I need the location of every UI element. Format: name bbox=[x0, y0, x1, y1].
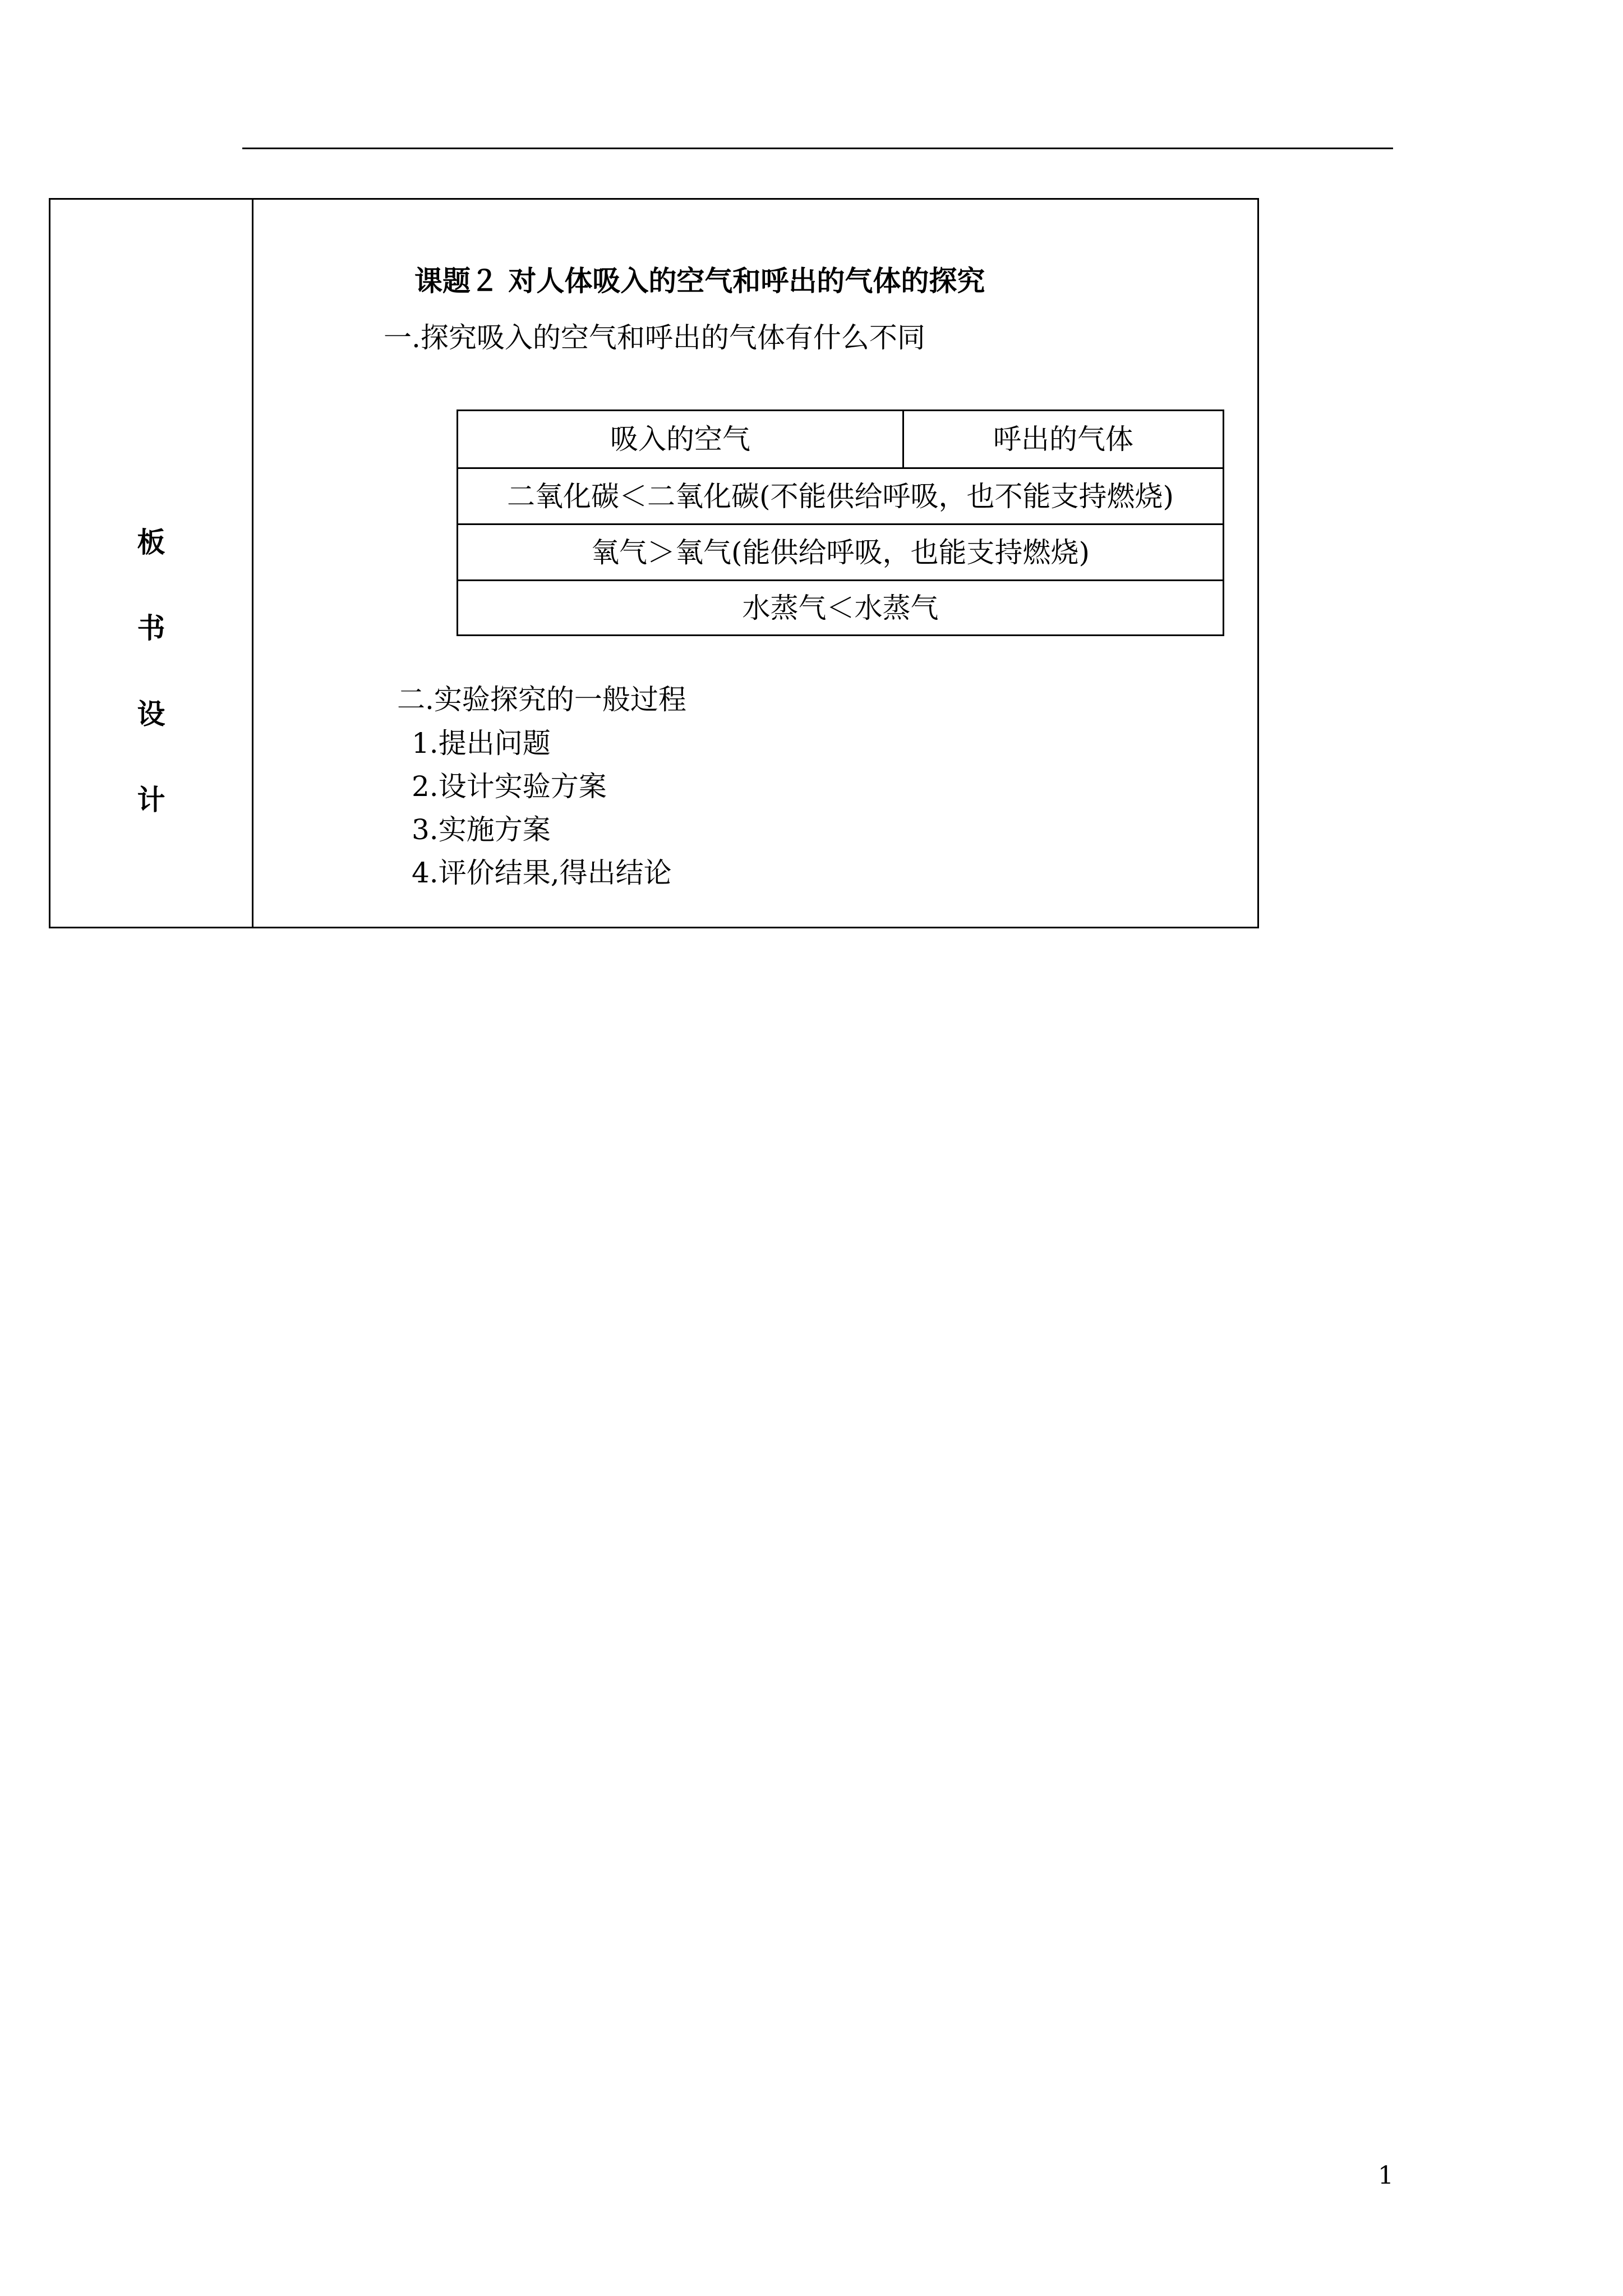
header-inhaled-air: 吸入的空气 bbox=[458, 411, 904, 467]
comparison-table bbox=[457, 409, 1224, 636]
comparison-row-co2 bbox=[458, 467, 1223, 523]
label-char-ban: 板 bbox=[137, 526, 165, 559]
step-2: 2.设计实验方案 bbox=[412, 770, 607, 803]
label-char-ji: 计 bbox=[137, 784, 165, 816]
page-number: 1 bbox=[1378, 2161, 1394, 2190]
comparison-row-h2o-text: 水蒸气＜水蒸气 bbox=[742, 591, 939, 624]
header-rule bbox=[242, 148, 1393, 149]
step-4: 4.评价结果,得出结论 bbox=[412, 857, 672, 889]
section1-heading: 一.探究吸入的空气和呼出的气体有什么不同 bbox=[384, 321, 925, 354]
comparison-row-o2 bbox=[458, 523, 1223, 579]
board-design-label-cell bbox=[50, 200, 253, 927]
header-exhaled-gas: 呼出的气体 bbox=[993, 423, 1133, 455]
step-1: 1.提出问题 bbox=[412, 727, 551, 760]
label-char-she: 设 bbox=[137, 698, 165, 730]
label-char-shu: 书 bbox=[137, 612, 165, 645]
comparison-row-h2o bbox=[458, 579, 1223, 634]
comparison-header-row bbox=[458, 411, 1223, 467]
lesson-title: 课题２ 对人体吸入的空气和呼出的气体的探究 bbox=[414, 265, 985, 297]
comparison-row-co2-text: 二氧化碳＜二氧化碳(不能供给呼吸，也不能支持燃烧) bbox=[506, 480, 1174, 513]
section2-heading: 二.实验探究的一般过程 bbox=[397, 683, 686, 716]
comparison-row-o2-text: 氧气＞氧气(能供给呼吸，也能支持燃烧) bbox=[591, 536, 1090, 569]
step-3: 3.实施方案 bbox=[412, 813, 551, 846]
